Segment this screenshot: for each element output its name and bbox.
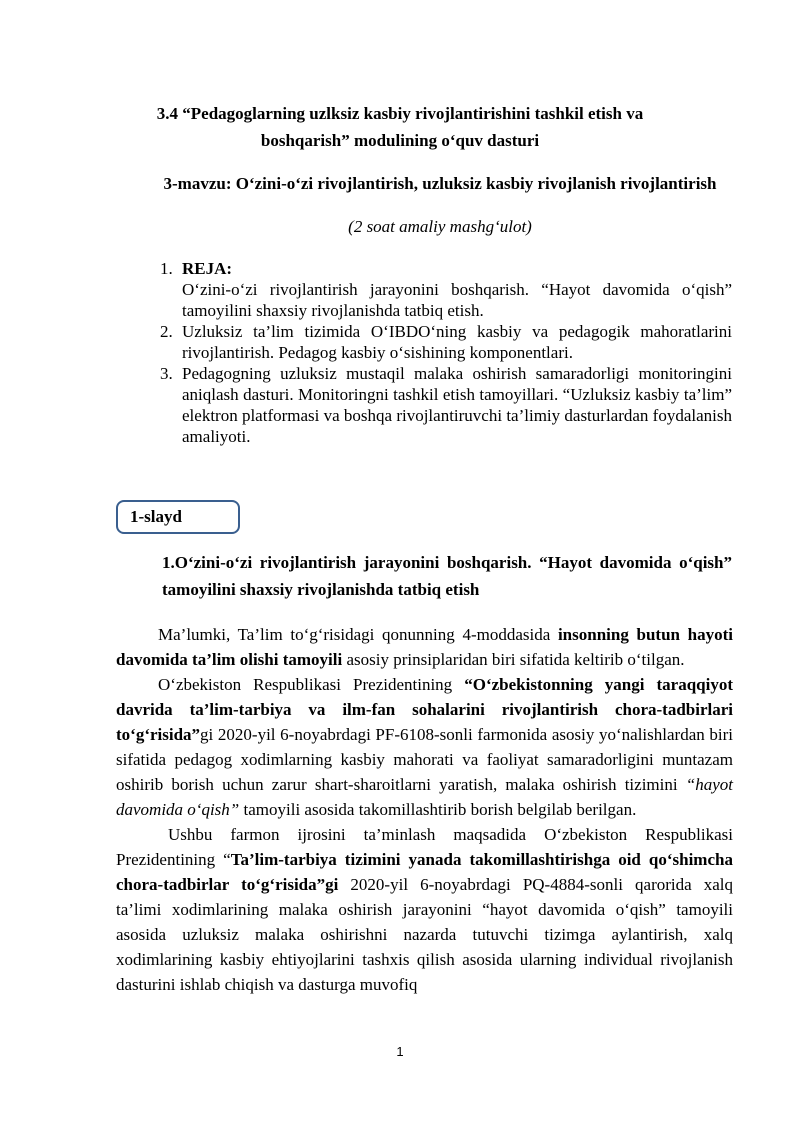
bold-run: “O‘zbekistonning yangi taraqqiyot davrida ta’lim-tarbiya va ilm-fan sohalarini rivojlantirish chora-tadbirlari to‘g‘risida” — [116, 675, 733, 744]
plan-item-number: 1. — [160, 259, 173, 278]
text-run: tamoyili asosida takomillashtirib borish belgilab berilgan. — [239, 800, 637, 819]
bold-run: insonning butun hayoti davomida ta’lim olishi tamoyili — [116, 625, 733, 669]
paragraph-2 — [116, 672, 733, 822]
plan-item-text: Uzluksiz ta’lim tizimida O‘IBDO‘ning kasbiy va pedagogik mahoratlarini rivojlantirish. Pedagog kasbiy o‘sishining komponentlari. — [182, 322, 732, 362]
paragraph-3 — [116, 822, 733, 997]
text-run: Ma’lumki, Ta’lim to‘g‘risidagi qonunning 4-moddasida — [158, 625, 558, 644]
text-run: Ushbu farmon ijrosini ta’minlash maqsadida O‘zbekiston Respublikasi Prezidentining “ — [116, 825, 733, 869]
slide-label-box: 1-slayd — [116, 500, 240, 534]
plan-item — [152, 258, 732, 321]
text-run: 2020-yil 6-noyabrdagi PQ-4884-sonli qarorida xalq ta’limi xodimlarining malaka oshirish jarayonini “hayot davomida o‘qish” tamoyili asosida uzluksiz malaka oshirishni nazarda tutuvchi tizimga aylantirish, xalq xodimlarining kasbiy ehtiyojlarini tashxis qilish asosida ularning individual rivojlanish dasturini ishlab chiqish va dasturga muvofiq — [116, 875, 734, 994]
topic-subtitle: (2 soat amaliy mashg‘ulot) — [348, 217, 532, 236]
plan-item — [152, 363, 732, 447]
italic-run: “hayot davomida o‘qish” — [116, 775, 733, 819]
text-run: asosiy prinsiplaridan biri sifatida keltirib o‘tilgan. — [342, 650, 685, 669]
module-title: 3.4 “Pedagoglarning uzlksiz kasbiy rivojlantirishini tashkil etish va boshqarish” modulining o‘quv dasturi — [156, 104, 644, 150]
page-number: 1 — [396, 1044, 404, 1059]
plan-item-text: Pedagogning uzluksiz mustaqil malaka oshirish samaradorligi monitoringini aniqlash dasturi. Monitoringni tashkil etish tamoyillari. “Uzluksiz kasbiy ta’lim” elektron platformasi va boshqa rivojlantiruvchi ta’limiy dasturlardan foydalanish amaliyoti. — [182, 364, 732, 446]
text-run: O‘zbekiston Respublikasi Prezidentining — [158, 675, 465, 694]
plan-list — [152, 258, 732, 447]
body-text — [116, 622, 733, 997]
plan-item-text: O‘zini-o‘zi rivojlantirish jarayonini boshqarish. “Hayot davomida o‘qish” tamoyilini shaxsiy rivojlanishda tatbiq etish. — [182, 280, 732, 320]
text-run: gi 2020-yil 6-noyabrdagi PF-6108-sonli farmonida asosiy yo‘nalishlardan biri sifatida pedagog xodimlarning kasbiy mahorati va faoliyat samaradorligini muntazam oshirib borish uchun zarur shart-sharoitlarni yaratish, malaka oshirish tizimini — [116, 725, 733, 794]
section-heading: 1.O‘zini-o‘zi rivojlantirish jarayonini boshqarish. “Hayot davomida o‘qish” tamoyilini shaxsiy rivojlanishda tatbiq etish — [162, 553, 732, 599]
topic-title: 3-mavzu: O‘zini-o‘zi rivojlantirish, uzluksiz kasbiy rivojlanish rivojlantirish — [163, 174, 717, 193]
plan-item-number: 3. — [160, 364, 173, 383]
paragraph-1 — [116, 622, 733, 672]
plan-heading: REJA: — [182, 259, 233, 278]
plan-item — [152, 321, 732, 363]
plan-item-number: 2. — [160, 322, 173, 341]
bold-run: Ta’lim-tarbiya tizimini yanada takomillashtirishga oid qo‘shimcha chora-tadbirlar to‘g‘risida”gi — [116, 850, 733, 894]
